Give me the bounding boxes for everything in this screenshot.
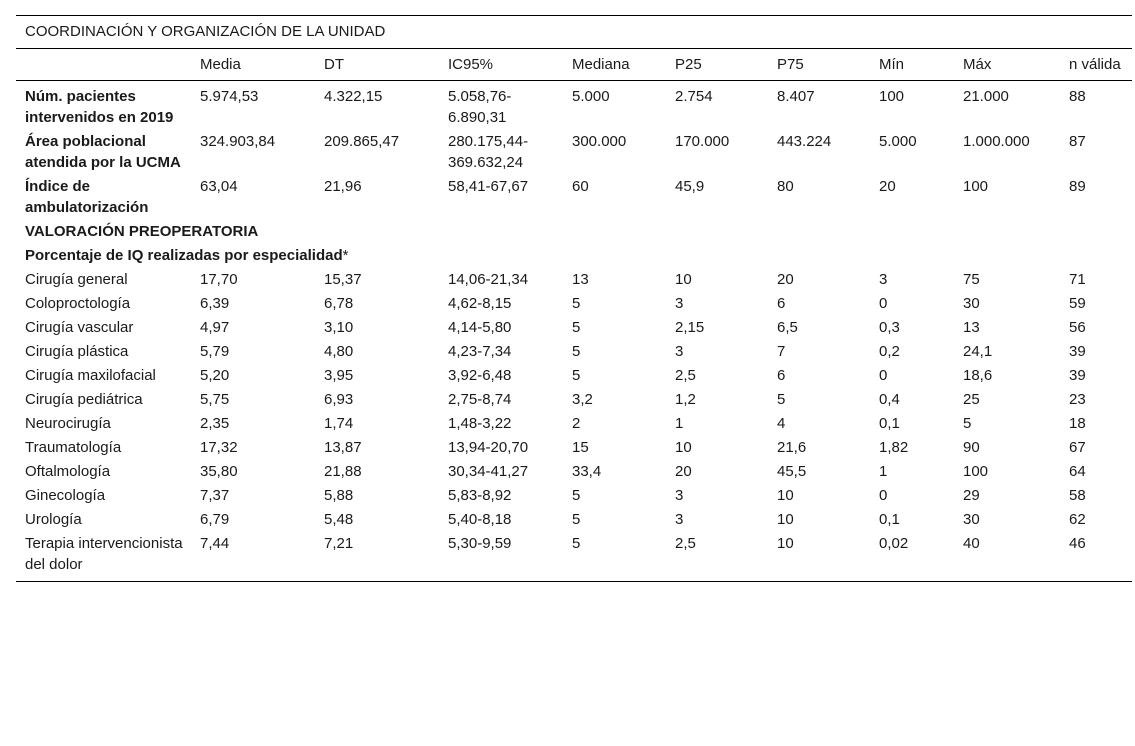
table-cell: 15 [572,439,589,456]
table-cell: 5 [572,367,581,384]
table-cell: 5,40-8,18 [448,511,512,528]
section-row [16,220,1132,244]
table-cell: 2,15 [675,319,705,336]
table-cell: 13 [963,319,980,336]
row-label: Traumatología [25,439,122,456]
table-cell: 5,79 [200,343,230,360]
table-cell: 75 [963,271,980,288]
table-cell: 90 [963,439,980,456]
table-cell: 71 [1069,271,1086,288]
table-cell: 17,32 [200,439,238,456]
table-cell: 4.322,15 [324,88,383,105]
table-row [16,268,1132,292]
table-cell: 13 [572,271,589,288]
table-cell: 35,80 [200,463,238,480]
row-label: Cirugía pediátrica [25,391,143,408]
table-cell: 10 [768,532,870,582]
table-cell: 5.000 [572,88,610,105]
table-cell: 443.224 [777,133,832,150]
column-header: Máx [954,49,1060,81]
table-cell: 6,79 [200,511,230,528]
table-cell: 5 [572,295,581,312]
table-cell: 8.407 [777,88,815,105]
table-cell: 300.000 [572,133,627,150]
row-label: Oftalmología [25,463,111,480]
table-cell: 4 [777,415,786,432]
table-cell: 2,5 [675,367,696,384]
table-cell: 58,41-67,67 [448,178,529,195]
table-cell: 5 [572,319,581,336]
table-cell: 5,83-8,92 [448,487,512,504]
header-label-empty [16,49,191,81]
table-cell: 21,96 [324,178,362,195]
table-cell: 100 [963,463,989,480]
table-cell: 21,6 [777,439,807,456]
table-cell: 100 [963,178,989,195]
table-cell: 58 [1069,487,1086,504]
table-cell: 3 [675,343,684,360]
table-cell: 13,94-20,70 [448,439,529,456]
table-row [16,508,1132,532]
table-cell: 39 [1069,367,1086,384]
table-cell: 5.058,76-6.890,31 [448,88,512,126]
table-cell: 6,93 [324,391,354,408]
table-cell: 56 [1069,319,1086,336]
table-cell: 3,2 [572,391,593,408]
table-cell: 4,14-5,80 [448,319,512,336]
table-cell: 5 [572,487,581,504]
table-cell: 30 [963,511,980,528]
table-cell: 0,1 [879,511,900,528]
row-label: Cirugía plástica [25,343,129,360]
table-cell: 20 [675,463,692,480]
table-cell: 2 [572,415,581,432]
table-cell: 1 [879,463,888,480]
table-cell: 64 [1069,463,1086,480]
table-cell: 1,82 [879,439,909,456]
table-cell: 2,5 [666,532,768,582]
table-cell: 0 [879,367,888,384]
table-cell: 0 [879,295,888,312]
row-label: Cirugía general [25,271,128,288]
table-cell: 1.000.000 [963,133,1030,150]
table-cell: 4,80 [324,343,354,360]
table-row [16,340,1132,364]
table-cell: 5,48 [324,511,354,528]
table-cell: 62 [1069,511,1086,528]
table-cell: 89 [1069,178,1086,195]
table-cell: 3,92-6,48 [448,367,512,384]
table-cell: 4,62-8,15 [448,295,512,312]
table-cell: 29 [963,487,980,504]
table-row [16,175,1132,220]
table-cell: 4,97 [200,319,230,336]
table-cell: 5,20 [200,367,230,384]
table-cell: 46 [1060,532,1132,582]
row-label: Neurocirugía [25,415,111,432]
column-header: P75 [768,49,870,81]
table-cell: 60 [572,178,589,195]
table-cell: 40 [954,532,1060,582]
column-header: IC95% [439,49,563,81]
table-cell: 39 [1069,343,1086,360]
footnote-mark: * [342,247,349,264]
table-cell: 3 [879,271,888,288]
column-header: n válida [1060,49,1132,81]
data-table-container [16,15,1132,582]
column-header: P25 [666,49,768,81]
table-row [16,484,1132,508]
row-label: Núm. pacientes intervenidos en 2019 [25,88,174,126]
column-header: Media [191,49,315,81]
table-cell: 6 [777,295,786,312]
table-cell: 14,06-21,34 [448,271,529,288]
subsection-cell [16,244,1132,268]
row-label: Ginecología [25,487,106,504]
table-cell: 5 [963,415,972,432]
table-cell: 7,37 [200,487,230,504]
table-cell: 6,5 [777,319,798,336]
row-label: Índice de ambulatorización [25,178,149,216]
table-cell: 67 [1069,439,1086,456]
table-cell: 15,37 [324,271,362,288]
table-cell: 3 [675,487,684,504]
table-cell: 2,35 [200,415,230,432]
table-cell: 324.903,84 [200,133,276,150]
table-cell: 100 [879,88,905,105]
row-label: Área poblacional atendida por la UCMA [25,133,181,171]
table-body [16,16,1132,582]
table-cell: 2,75-8,74 [448,391,512,408]
table-cell: 59 [1069,295,1086,312]
table-row [16,81,1132,131]
table-row [16,292,1132,316]
table-cell: 3 [675,511,684,528]
table-cell: 280.175,44-369.632,24 [448,133,529,171]
table-cell: 3,95 [324,367,354,384]
table-cell: 3,10 [324,319,354,336]
table-cell: 170.000 [675,133,730,150]
table-cell: 17,70 [200,271,238,288]
table-cell: 25 [963,391,980,408]
table-cell: 88 [1069,88,1086,105]
table-cell: 21,88 [324,463,362,480]
table-header-row [16,49,1132,81]
table-cell: 2.754 [675,88,713,105]
table-row [16,532,1132,582]
table-cell: 5.974,53 [200,88,259,105]
section-title: VALORACIÓN PREOPERATORIA [25,223,259,240]
table-cell: 13,87 [324,439,362,456]
subsection-row [16,244,1132,268]
table-cell: 0,3 [879,319,900,336]
row-label: Coloproctología [25,295,131,312]
table-cell: 6,78 [324,295,354,312]
table-row [16,364,1132,388]
table-cell: 5 [572,343,581,360]
table-cell: 21.000 [963,88,1009,105]
table-cell: 33,4 [572,463,602,480]
table-cell: 7 [777,343,786,360]
table-cell: 5 [563,532,666,582]
row-label: Urología [25,511,82,528]
row-label: Terapia intervencionista del dolor [16,532,191,582]
table-cell: 10 [675,271,692,288]
subsection-title: Porcentaje de IQ realizadas por especialidad [25,247,343,264]
table-cell: 0,2 [879,343,900,360]
table-cell: 3 [675,295,684,312]
table-cell: 6,39 [200,295,230,312]
table-cell: 23 [1069,391,1086,408]
table-cell: 5,30-9,59 [439,532,563,582]
table-row [16,316,1132,340]
table-cell: 0 [879,487,888,504]
column-header: DT [315,49,439,81]
table-cell: 18 [1069,415,1086,432]
table-cell: 6 [777,367,786,384]
table-cell: 4,23-7,34 [448,343,512,360]
statistics-table [16,15,1132,582]
table-cell: 209.865,47 [324,133,400,150]
table-row [16,130,1132,175]
column-header: Mín [870,49,954,81]
row-label: Cirugía vascular [25,319,134,336]
table-cell: 30,34-41,27 [448,463,529,480]
table-cell: 20 [777,271,794,288]
table-title-row [16,16,1132,49]
table-cell: 0,1 [879,415,900,432]
table-cell: 20 [879,178,896,195]
table-cell: 5.000 [879,133,917,150]
column-header: Mediana [563,49,666,81]
table-row [16,412,1132,436]
table-cell: 1 [675,415,684,432]
table-cell: 63,04 [200,178,238,195]
table-cell: 30 [963,295,980,312]
table-cell: 0,4 [879,391,900,408]
table-cell: 18,6 [963,367,993,384]
table-cell: 87 [1069,133,1086,150]
table-cell: 5 [572,511,581,528]
table-title: COORDINACIÓN Y ORGANIZACIÓN DE LA UNIDAD [16,16,1132,49]
row-label: Cirugía maxilofacial [25,367,156,384]
table-cell: 80 [777,178,794,195]
table-row [16,388,1132,412]
table-cell: 5 [777,391,786,408]
table-cell: 45,5 [777,463,807,480]
table-cell: 5,88 [324,487,354,504]
table-cell: 45,9 [675,178,705,195]
table-cell: 1,48-3,22 [448,415,512,432]
table-cell: 1,74 [324,415,354,432]
table-row [16,436,1132,460]
table-cell: 24,1 [963,343,993,360]
table-cell: 10 [777,511,794,528]
table-cell: 0,02 [870,532,954,582]
table-cell: 5,75 [200,391,230,408]
table-cell: 10 [777,487,794,504]
table-row [16,460,1132,484]
table-cell: 7,44 [191,532,315,582]
table-cell: 1,2 [675,391,696,408]
table-cell: 10 [675,439,692,456]
table-cell: 7,21 [315,532,439,582]
